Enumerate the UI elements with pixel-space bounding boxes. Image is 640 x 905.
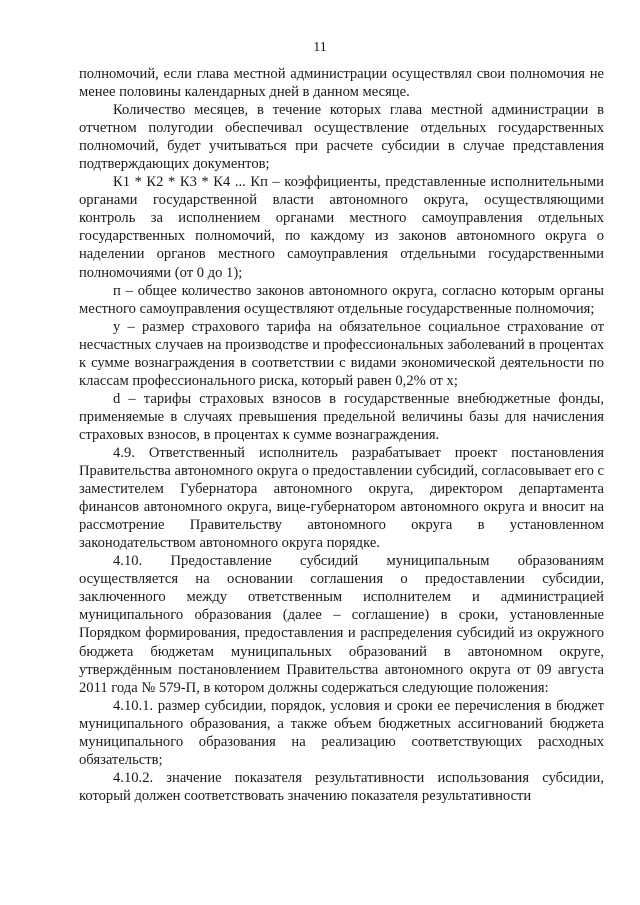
paragraph-months-count: Количество месяцев, в течение которых глава местной администрации в отчетном полугодии обеспечивал осуществление отдельных государственных полномочий, будет учитываться при расчете субсидии в случае представления подтверждающих документов; xyxy=(79,102,604,173)
paragraph-contribution-tariffs: d – тарифы страховых взносов в государственные внебюджетные фонды, применяемые в случаях превышения предельной величины базы для начисления страховых взносов, в процентах к сумме вознаграждения. xyxy=(79,390,604,443)
paragraph-4-10-1: 4.10.1. размер субсидии, порядок, условия и сроки ее перечисления в бюджет муниципального образования, а также объем бюджетных ассигнований бюджета муниципального образования на реализацию соответствующих расходных обязательств; xyxy=(79,697,604,768)
paragraph-laws-count: п – общее количество законов автономного округа, согласно которым органы местного самоуправления осуществляют отдельные государственные полномочия; xyxy=(79,282,604,317)
page-number: 11 xyxy=(313,40,327,55)
document-body xyxy=(79,65,604,805)
paragraph-4-10: 4.10. Предоставление субсидий муниципальным образованиям осуществляется на основании соглашения о предоставлении субсидии, заключенного между ответственным исполнителем и администрацией муниципального образования (далее – соглашение) в сроки, установленные Порядком формирования, предоставления и распределения субсидий из окружного бюджета бюджетам муниципальных образований в автономном округе, утверждённым постановлением Правительства автономного округа от 09 августа 2011 года № 579-П, в котором должны содержаться следующие положения: xyxy=(79,553,604,696)
paragraph-4-10-2: 4.10.2. значение показателя результативности использования субсидии, который должен соответствовать значению показателя результативности xyxy=(79,769,604,804)
paragraph-continuation: полномочий, если глава местной администрации осуществлял свои полномочия не менее половины календарных дней в данном месяце. xyxy=(79,66,604,101)
paragraph-insurance-tariff: у – размер страхового тарифа на обязательное социальное страхование от несчастных случаев на производстве и профессиональных заболеваний в процентах к сумме вознаграждения в соответствии с видами экономической деятельности по классам профессионального риска, который равен 0,2% от х; xyxy=(79,318,604,389)
paragraph-4-9: 4.9. Ответственный исполнитель разрабатывает проект постановления Правительства автономного округа о предоставлении субсидий, согласовывает его с заместителем Губернатора автономного округа, директором департамента финансов автономного округа, вице-губернатором автономного округа и вносит на рассмотрение Правительству автономного округа в установленном законодательством автономного округа порядке. xyxy=(79,444,604,552)
paragraph-coefficients: К1 * К2 * К3 * К4 ... Кп – коэффициенты, представленные исполнительными органами государственной власти автономного округа, осуществляющими контроль за исполнением органами местного самоуправления отдельных государственных полномочий, по каждому из законов автономного округа о наделении органов местного самоуправления отдельными государственными полномочиями (от 0 до 1); xyxy=(79,174,604,281)
